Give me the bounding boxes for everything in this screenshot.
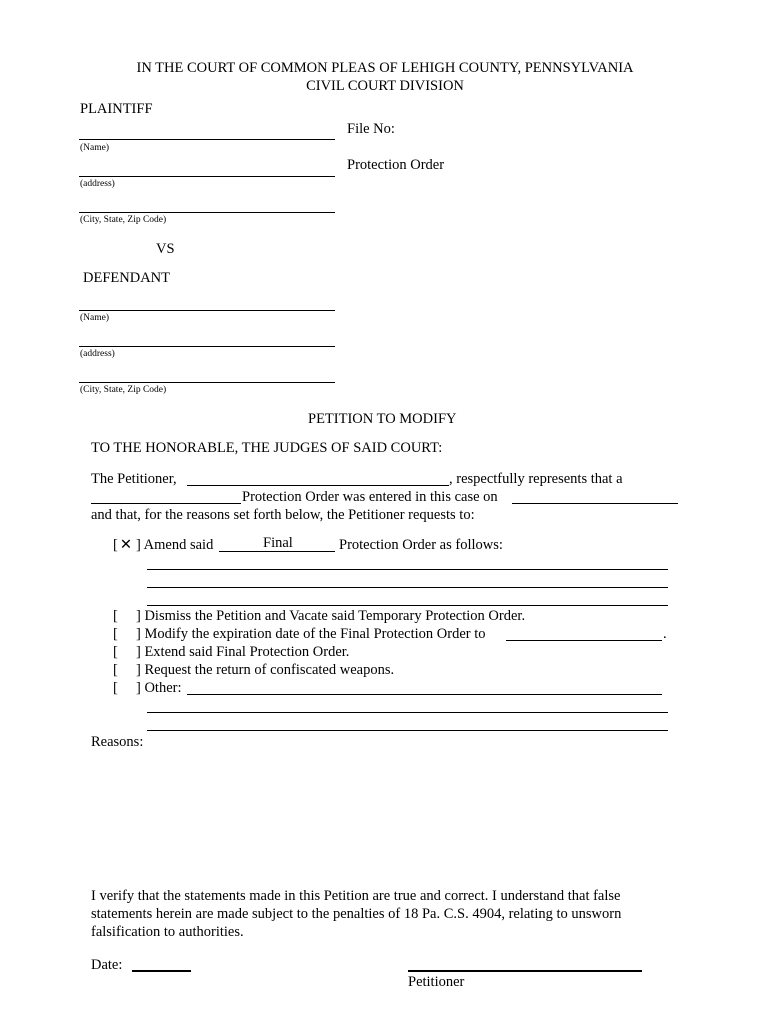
amend-option-label: ] Amend said	[136, 537, 214, 553]
defendant-name-line[interactable]	[79, 310, 335, 311]
other-detail-line-3[interactable]	[147, 730, 668, 731]
defendant-address-caption: (address)	[80, 349, 115, 359]
petitioner-name-blank[interactable]	[187, 485, 449, 486]
dismiss-option-label: ] Dismiss the Petition and Vacate said Temporary Protection Order.	[136, 608, 526, 624]
intro-line1-end: , respectfully represents that a	[449, 471, 623, 487]
amend-option-open-bracket: [	[113, 537, 118, 553]
order-date-blank[interactable]	[512, 503, 678, 504]
expiration-date-blank[interactable]	[506, 640, 662, 641]
petitioner-signature-line[interactable]	[408, 970, 642, 972]
verification-line-2: statements herein are made subject to the penalties of 18 Pa. C.S. 4904, relating to unsworn	[91, 906, 622, 922]
intro-line2-mid: Protection Order was entered in this case on	[242, 489, 498, 505]
amend-detail-line-1[interactable]	[147, 569, 668, 570]
plaintiff-city-caption: (City, State, Zip Code)	[80, 215, 167, 225]
intro-line1-start: The Petitioner,	[91, 471, 177, 487]
defendant-address-line[interactable]	[79, 346, 335, 347]
return-weapons-checkbox[interactable]: [	[113, 662, 118, 678]
plaintiff-label: PLAINTIFF	[80, 101, 153, 117]
other-option-label: ] Other:	[136, 680, 182, 696]
petition-title: PETITION TO MODIFY	[308, 411, 457, 427]
defendant-name-caption: (Name)	[80, 313, 110, 323]
file-no-label: File No:	[347, 121, 395, 137]
plaintiff-address-line[interactable]	[79, 176, 335, 177]
petitioner-label: Petitioner	[408, 974, 465, 990]
extend-option-label: ] Extend said Final Protection Order.	[136, 644, 350, 660]
other-checkbox[interactable]: [	[113, 680, 118, 696]
verification-line-1: I verify that the statements made in this Petition are true and correct. I understand that false	[91, 888, 621, 904]
court-heading: IN THE COURT OF COMMON PLEAS OF LEHIGH COUNTY, PENNSYLVANIA	[136, 60, 634, 76]
defendant-label: DEFENDANT	[83, 270, 170, 286]
protection-order-label: Protection Order	[347, 157, 445, 173]
defendant-city-caption: (City, State, Zip Code)	[80, 385, 167, 395]
division-heading: CIVIL COURT DIVISION	[306, 78, 464, 94]
amend-detail-line-3[interactable]	[147, 605, 668, 606]
modify-option-label: ] Modify the expiration date of the Final Protection Order to	[136, 626, 486, 642]
extend-checkbox[interactable]: [	[113, 644, 118, 660]
plaintiff-name-line[interactable]	[79, 139, 335, 140]
date-blank[interactable]	[132, 970, 191, 972]
amend-detail-line-2[interactable]	[147, 587, 668, 588]
modify-checkbox[interactable]: [	[113, 626, 118, 642]
plaintiff-city-line[interactable]	[79, 212, 335, 213]
date-label: Date:	[91, 957, 123, 973]
dismiss-checkbox[interactable]: [	[113, 608, 118, 624]
reasons-label: Reasons:	[91, 734, 144, 750]
modify-option-period: .	[663, 626, 667, 642]
plaintiff-name-caption: (Name)	[80, 143, 110, 153]
salutation: TO THE HONORABLE, THE JUDGES OF SAID COURT:	[91, 440, 443, 456]
intro-line3: and that, for the reasons set forth below, the Petitioner requests to:	[91, 507, 475, 523]
amend-option-label-end: Protection Order as follows:	[339, 537, 503, 553]
other-detail-line-1[interactable]	[187, 694, 662, 695]
return-weapons-option-label: ] Request the return of confiscated weapons.	[136, 662, 395, 678]
amend-order-type-value: Final	[263, 535, 293, 551]
verification-line-3: falsification to authorities.	[91, 924, 244, 940]
plaintiff-address-caption: (address)	[80, 179, 115, 189]
order-type-blank[interactable]	[91, 503, 241, 504]
vs-label: VS	[156, 241, 175, 257]
defendant-city-line[interactable]	[79, 382, 335, 383]
amend-checkbox[interactable]: ✕	[119, 537, 133, 553]
other-detail-line-2[interactable]	[147, 712, 668, 713]
